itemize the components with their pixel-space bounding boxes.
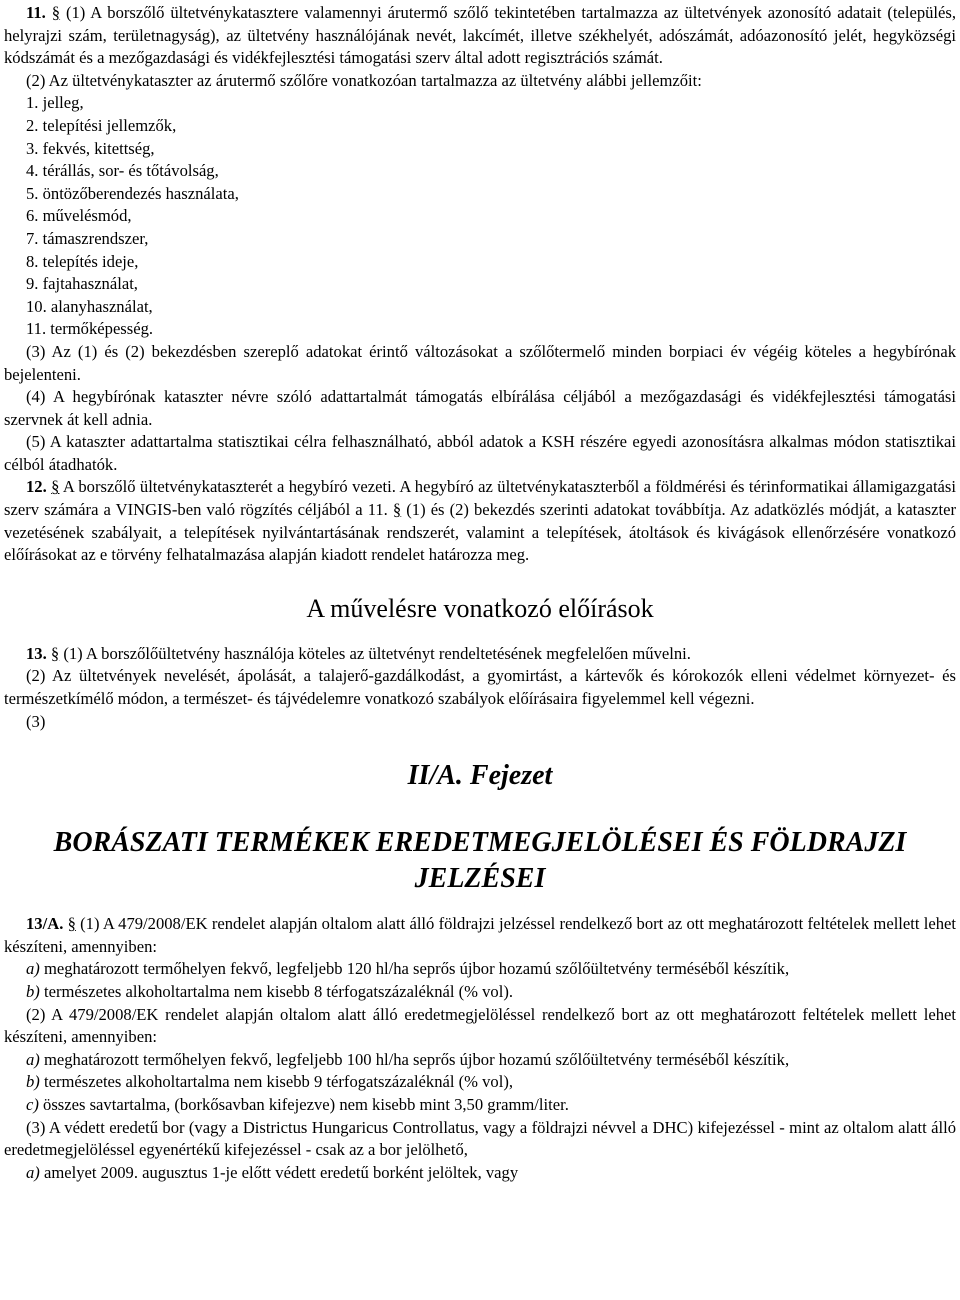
list-item: 11. termőképesség. — [26, 319, 154, 339]
section-11-paragraph-3: (3) Az (1) és (2) bekezdésben szereplő adatokat érintő változásokat a szőlőtermelő minden borpiaci év végéig köteles a hegybírónak bejelenteni. — [4, 341, 956, 384]
section-11-list — [4, 92, 956, 341]
section-13-paragraph-2: (2) Az ültetvények nevelését, ápolását, a talajerő-gazdálkodást, a gyomirtást, a kártevők és kórokozók elleni védelmet környezet- és természetkímélő módon, a természet- és tájvédelemre vonatkozó szabályok előírásaira figyelemmel kell végezni. — [4, 666, 956, 709]
section-13-paragraph-3: (3) — [26, 711, 46, 731]
list-item — [4, 1162, 956, 1185]
list-item: 6. művelésmód, — [26, 206, 132, 226]
item-label: b) — [26, 982, 40, 1001]
section-11-paragraph-4: (4) A hegybírónak kataszter névre szóló adattartalmát támogatás elbírálása céljából a mezőgazdasági és vidékfejlesztési támogatási szervnek át kell adnia. — [4, 387, 956, 429]
item-text: természetes alkoholtartalma nem kisebb 9 térfogatszázaléknál (% vol), — [39, 1072, 514, 1092]
chapter-title: II/A. Fejezet — [407, 760, 553, 792]
item-text: meghatározott termőhelyen fekvő, legfeljebb 100 hl/ha seprős újbor hozamú szőlőültetvény terméséből készítik, — [39, 1049, 790, 1069]
list-item — [4, 981, 956, 1004]
heading-cultivation-rules: A művelésre vonatkozó előírások — [306, 593, 654, 623]
section-11-reference-mark[interactable]: § — [392, 500, 402, 520]
section-12-paragraph — [4, 476, 956, 566]
item-label: c) — [26, 1094, 39, 1114]
section-13a-number: 13/A. — [26, 914, 64, 934]
list-item — [4, 1094, 956, 1117]
list-item: 1. jelleg, — [26, 93, 84, 113]
section-11-paragraph-1 — [4, 2, 956, 70]
item-label: a) — [26, 1162, 40, 1182]
list-item: 5. öntözőberendezés használata, — [26, 183, 239, 203]
list-item: 8. telepítés ideje, — [26, 251, 139, 271]
item-text: amelyet 2009. augusztus 1-je előtt védett eredetű borként jelöltek, vagy — [39, 1162, 519, 1182]
list-item — [4, 1049, 956, 1072]
item-text: meghatározott termőhelyen fekvő, legfeljebb 120 hl/ha seprős újbor hozamú szőlőültetvény terméséből készítik, — [39, 959, 790, 979]
list-item: 7. támaszrendszer, — [26, 228, 149, 248]
list-item: 2. telepítési jellemzők, — [26, 115, 177, 135]
section-12-text-b: (1) és (2) bekezdés szerinti adatokat továbbítja. Az adatközlés módját, a kataszter vezetésének szabályait, a telepítések nyilvántartásának rendszerét, valamint a telepítések, átoltások és kivágások ellenőrzésére vonatkozó előírásokat az e törvény felhatalmazása alapján kiadott rendelet határozza meg. — [4, 500, 956, 565]
item-label: b) — [26, 1072, 40, 1092]
section-11-mark[interactable]: § — [51, 3, 61, 22]
section-13-paragraph-1 — [4, 643, 956, 666]
section-13a-text-1: (1) A 479/2008/EK rendelet alapján oltalom alatt álló földrajzi jelzéssel rendelkező bort az ott meghatározott feltételek mellett lehet készíteni, amennyiben: — [4, 914, 956, 956]
chapter-subtitle: BORÁSZATI TERMÉKEK EREDETMEGJELÖLÉSEI ÉS FÖLDRAJZI JELZÉSEI — [53, 827, 907, 895]
item-label: a) — [26, 959, 40, 979]
section-13-number: 13. — [26, 643, 47, 663]
section-11-paragraph-2: (2) Az ültetvénykataszter az árutermő szőlőre vonatkozóan tartalmazza az ültetvény alábbi jellemzőit: — [26, 70, 702, 90]
list-item: 9. fajtahasználat, — [26, 274, 138, 294]
item-label: a) — [26, 1049, 40, 1069]
section-13-mark[interactable]: § — [50, 643, 60, 663]
section-11-number: 11. — [26, 3, 46, 22]
list-item: 10. alanyhasználat, — [26, 296, 153, 316]
section-12-mark[interactable]: § — [51, 477, 60, 497]
section-13a-paragraph-2: (2) A 479/2008/EK rendelet alapján oltalom alatt álló eredetmegjelöléssel rendelkező bort az ott meghatározott feltételek mellett lehet készíteni, amennyiben: — [4, 1004, 956, 1047]
document-page — [4, 2, 956, 1184]
list-item: 3. fekvés, kitettség, — [26, 138, 155, 158]
section-13a-paragraph-3: (3) A védett eredetű bor (vagy a Districtus Hungaricus Controllatus, vagy a földrajzi névvel a DHC) kifejezéssel - mint az oltalom alatt álló eredetmegjelöléssel egyenértékű kifejezéssel - csak az a bor jelölhető, — [4, 1117, 956, 1160]
section-13a-mark[interactable]: § — [67, 914, 76, 934]
section-11-paragraph-5: (5) A kataszter adattartalma statisztikai célra felhasználható, abból adatok a KSH részére egyedi azonosításra alkalmas módon statisztikai célból átadhatók. — [4, 432, 956, 474]
section-12-text-a: A borszőlő ültetvénykataszterét a hegybíró vezeti. A hegybíró az ültetvénykataszterből a földmérési és térinformatikai államigazgatási szerv számára a VINGIS-ben való rögzítés céljából a 11. — [4, 477, 956, 520]
section-11-text-1: (1) A borszőlő ültetvénykatasztere valamennyi árutermő szőlő tekintetében tartalmazza az ültetvények azonosító adatait (település, helyrajzi szám, területnagyság), az ültetvény használójának nevét, lakcímét, illetve székhelyét, adószámát, adóazonosító jelét, hegyközségi kódszámát és a mezőgazdasági és vidékfejlesztési támogatási szerv által adott regisztrációs számát. — [4, 3, 957, 68]
section-13a-paragraph-1 — [4, 913, 956, 958]
section-13-text-1: (1) A borszőlőültetvény használója köteles az ültetvényt rendeltetésének megfelelően művelni. — [59, 643, 691, 663]
section-12-number: 12. — [26, 477, 47, 497]
list-item: 4. térállás, sor- és tőtávolság, — [26, 161, 219, 181]
list-item — [4, 958, 956, 981]
list-item — [4, 1071, 956, 1094]
item-text: természetes alkoholtartalma nem kisebb 8 térfogatszázaléknál (% vol). — [39, 982, 514, 1001]
item-text: összes savtartalma, (borkősavban kifejezve) nem kisebb mint 3,50 gramm/liter. — [38, 1094, 569, 1114]
